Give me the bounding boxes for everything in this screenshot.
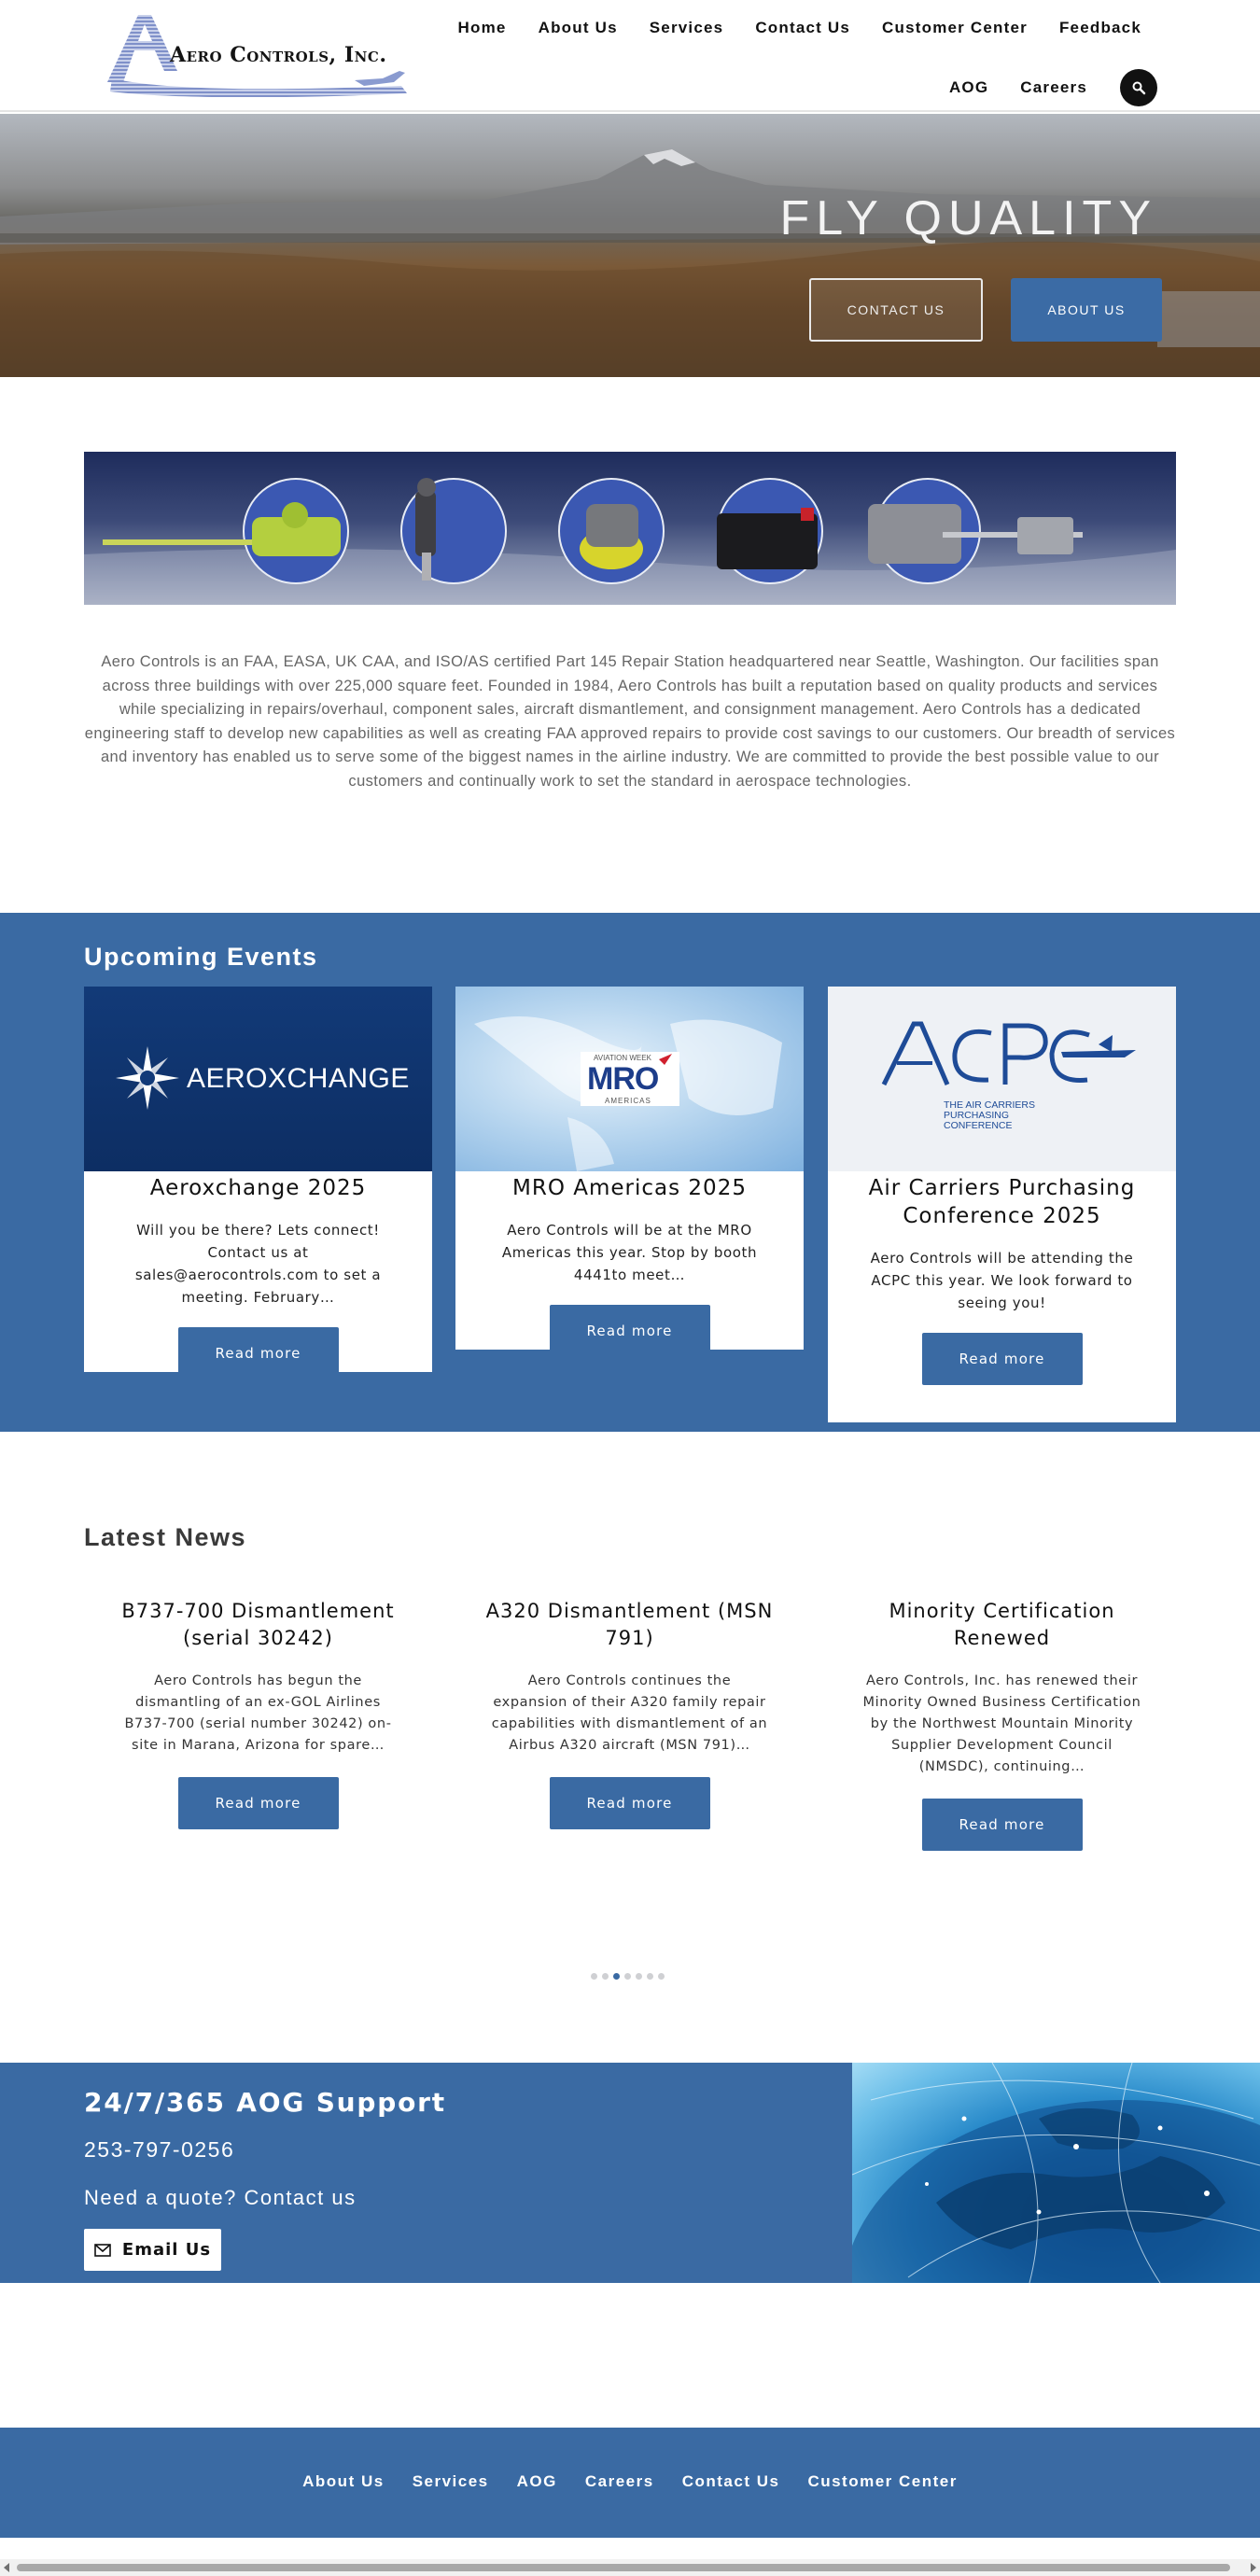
hero-heading: FLY QUALITY — [779, 191, 1157, 245]
news-excerpt: Aero Controls has begun the dismantling of an ex-GOL Airlines B737-700 (serial number 30242) on-site in Marana, Arizona for spare… — [124, 1673, 392, 1753]
event-card — [84, 987, 432, 1372]
hero-banner — [0, 114, 1260, 377]
secondary-nav — [933, 69, 1157, 106]
news-carousel-dots — [591, 1973, 665, 1980]
email-us-button[interactable] — [84, 2229, 221, 2271]
news-title[interactable]: Minority Certification Renewed — [889, 1600, 1115, 1649]
read-more-button[interactable]: Read more — [178, 1777, 339, 1829]
event-title[interactable]: Aeroxchange 2025 — [149, 1176, 367, 1200]
nav-customer-center[interactable]: Customer Center — [882, 19, 1028, 36]
event-title[interactable]: MRO Americas 2025 — [512, 1176, 747, 1200]
read-more-button[interactable]: Read more — [550, 1777, 710, 1829]
envelope-icon — [94, 2244, 111, 2257]
news-excerpt: Aero Controls continues the expansion of their A320 family repair capabilities with dismantlement of an Airbus A320 aircraft (MSN 791)… — [491, 1673, 768, 1753]
site-footer — [0, 2428, 1260, 2538]
scroll-left-arrow-icon[interactable] — [4, 2563, 9, 2572]
aog-phone-number[interactable]: 253-797-0256 — [84, 2137, 235, 2162]
carousel-dot[interactable] — [647, 1973, 653, 1980]
scrollbar-thumb[interactable] — [17, 2564, 1230, 2571]
event-card — [455, 987, 804, 1350]
aog-heading: 24/7/365 AOG Support — [84, 2087, 446, 2118]
horizontal-scrollbar[interactable] — [0, 2559, 1260, 2576]
search-icon — [1131, 80, 1146, 95]
about-paragraph: Aero Controls is an FAA, EASA, UK CAA, and ISO/AS certified Part 145 Repair Station headquartered near Seattle, Washington. Our facilities span across three buildings with over 225,000 square feet. Founded in 1984, Aero Controls has built a reputation based on quality products and services while specializing in repairs/overhaul, component sales, aircraft dismantlement, and consignment management. Aero Controls has a dedicated engineering staff to develop new capabilities as well as creating FAA approved repairs to provide cost savings to our customers. Our breadth of services and inventory has enabled us to serve some of the biggest names in the airline industry. We are committed to provide the best possible value to our customers and continually work to set the standard in aerospace technologies. — [84, 653, 1176, 790]
site-header — [0, 0, 1260, 112]
nav-services[interactable]: Services — [649, 19, 724, 36]
carousel-dot[interactable] — [658, 1973, 665, 1980]
footer-link-careers[interactable]: Careers — [584, 2472, 654, 2490]
mro-logo-subtext-bottom: AMERICAS — [605, 1097, 651, 1105]
products-banner — [84, 452, 1176, 605]
read-more-button[interactable]: Read more — [922, 1799, 1083, 1851]
news-item — [828, 1598, 1176, 1851]
event-description: Aero Controls will be at the MRO Americas this year. Stop by booth 4441to meet… — [501, 1222, 758, 1283]
footer-link-services[interactable]: Services — [412, 2472, 489, 2490]
scroll-right-arrow-icon[interactable] — [1251, 2563, 1256, 2572]
footer-link-customer-center[interactable]: Customer Center — [807, 2472, 958, 2490]
news-title[interactable]: B737-700 Dismantlement (serial 30242) — [121, 1600, 395, 1649]
event-title[interactable]: Air Carriers Purchasing Conference 2025 — [868, 1176, 1136, 1228]
search-button[interactable] — [1120, 69, 1157, 106]
aeroxchange-logo-text: AEROXCHANGE — [187, 1063, 410, 1094]
carousel-dot[interactable] — [591, 1973, 597, 1980]
main-nav — [442, 15, 1157, 41]
nav-contact-us[interactable]: Contact Us — [755, 19, 851, 36]
carousel-dot[interactable] — [624, 1973, 631, 1980]
event-card — [828, 987, 1176, 1422]
globe-network-image — [852, 2063, 1260, 2283]
nav-aog[interactable]: AOG — [948, 78, 989, 96]
nav-feedback[interactable]: Feedback — [1058, 19, 1141, 36]
event-image-aeroxchange[interactable] — [84, 987, 432, 1171]
nav-about-us[interactable]: About Us — [538, 19, 618, 36]
events-heading: Upcoming Events — [84, 943, 318, 971]
upcoming-events-section — [0, 913, 1260, 1432]
nav-careers[interactable]: Careers — [1020, 78, 1087, 96]
news-excerpt: Aero Controls, Inc. has renewed their Minority Owned Business Certification by the Northwest Mountain Minority Supplier Development Council (NMSDC), continuing… — [862, 1673, 1141, 1774]
read-more-button[interactable]: Read more — [922, 1333, 1083, 1385]
mro-logo-subtext-top: AVIATION WEEK — [594, 1054, 651, 1062]
news-item — [84, 1598, 432, 1829]
nav-home[interactable]: Home — [457, 19, 507, 36]
mro-logo-text: MRO — [587, 1061, 659, 1097]
carousel-dot[interactable] — [636, 1973, 642, 1980]
footer-link-contact-us[interactable]: Contact Us — [681, 2472, 780, 2490]
logo-text: Aero Controls, Inc. — [170, 43, 387, 67]
footer-link-about-us[interactable]: About Us — [302, 2472, 385, 2490]
event-image-acpc[interactable] — [828, 987, 1176, 1171]
read-more-button[interactable]: Read more — [550, 1305, 710, 1357]
acpc-logo — [828, 987, 1176, 1171]
acpc-logo-subtext: THE AIR CARRIERS PURCHASING CONFERENCE — [944, 1099, 1036, 1131]
aog-support-section — [0, 2063, 1260, 2283]
products-parts-image — [84, 452, 1176, 605]
read-more-button[interactable]: Read more — [178, 1327, 339, 1379]
news-heading: Latest News — [84, 1523, 247, 1551]
event-description: Will you be there? Lets connect! Contact us at sales@aerocontrols.com to set a meeting. February… — [134, 1222, 382, 1306]
footer-nav — [0, 2472, 1260, 2491]
company-logo[interactable] — [103, 13, 411, 97]
carousel-dot-active[interactable] — [613, 1973, 620, 1980]
hero-about-us-button[interactable]: ABOUT US — [1011, 278, 1162, 342]
hero-contact-us-button[interactable]: CONTACT US — [809, 278, 983, 342]
news-item — [455, 1598, 804, 1829]
news-title[interactable]: A320 Dismantlement (MSN 791) — [485, 1600, 774, 1649]
event-description: Aero Controls will be attending the ACPC this year. We look forward to seeing you! — [870, 1250, 1134, 1311]
quote-prompt[interactable]: Need a quote? Contact us — [84, 2186, 357, 2209]
event-image-mro-americas[interactable] — [455, 987, 804, 1171]
email-us-label: Email Us — [121, 2240, 212, 2260]
globe-illustration — [852, 2063, 1260, 2283]
footer-link-aog[interactable]: AOG — [516, 2472, 557, 2490]
carousel-dot[interactable] — [602, 1973, 609, 1980]
